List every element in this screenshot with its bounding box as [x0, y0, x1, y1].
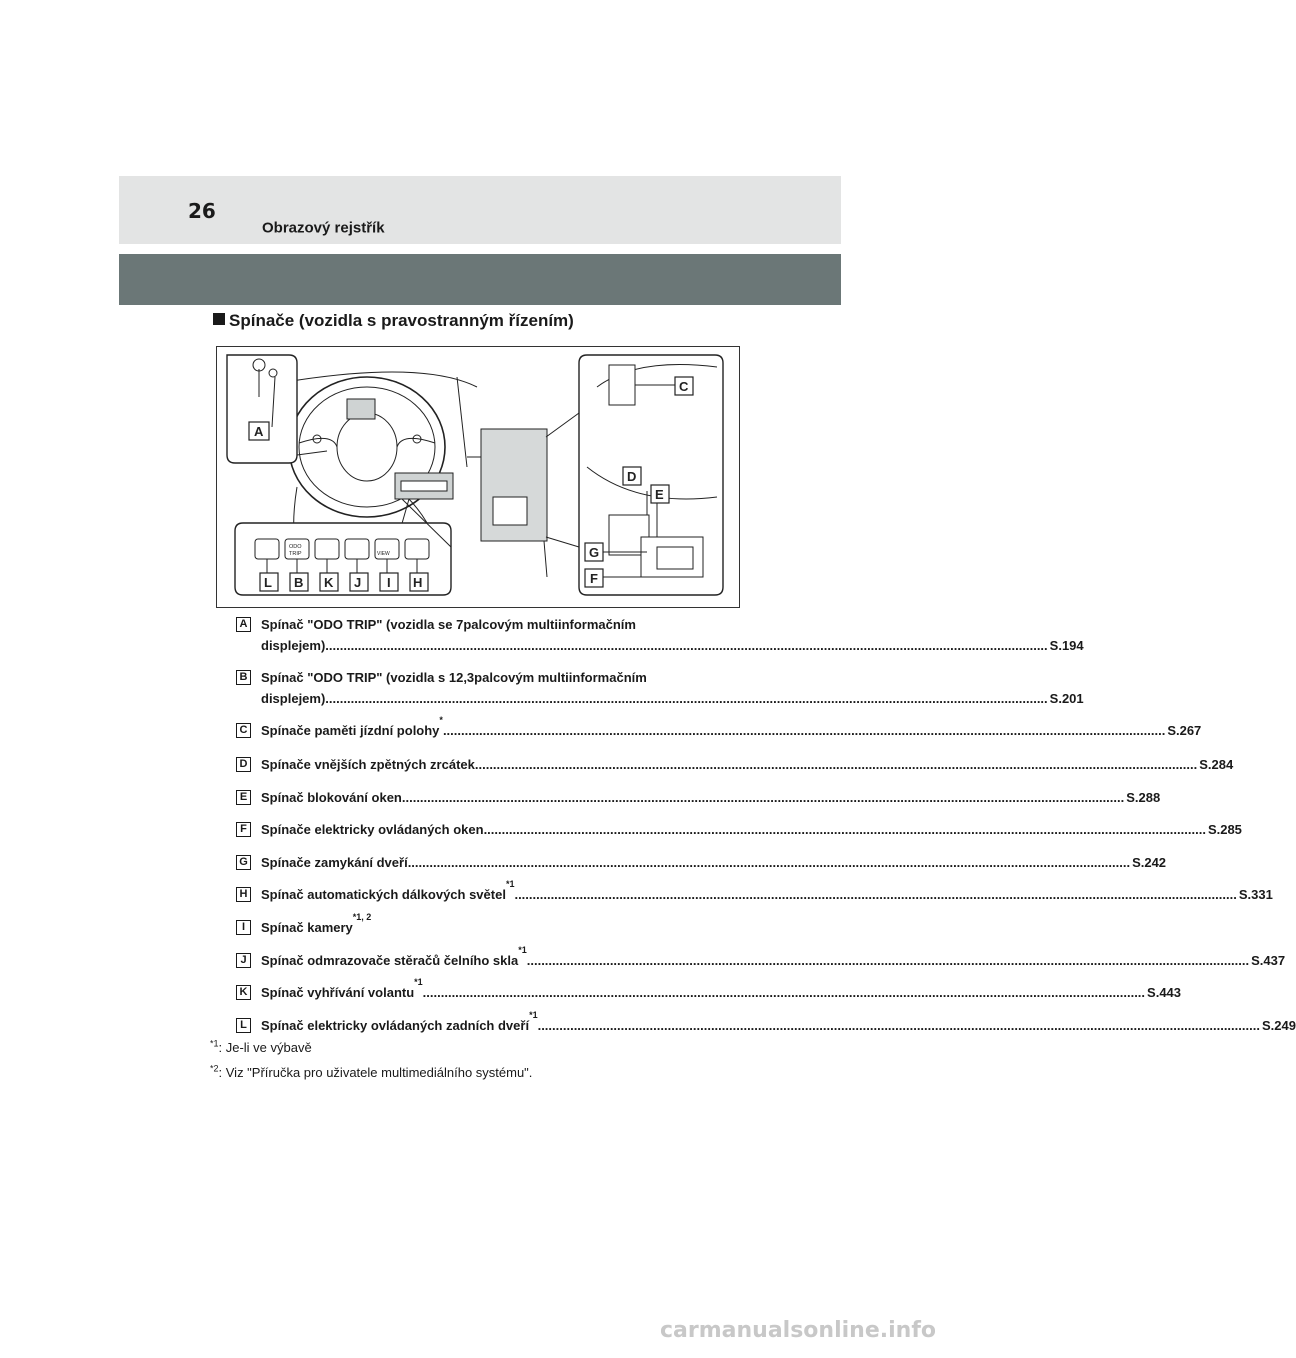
entry-line — [261, 688, 1084, 709]
entry-item — [236, 1010, 1296, 1036]
leader-dots: ........................................................................................................................................................................................................ — [537, 1018, 1260, 1033]
heading-text: Spínače (vozidla s pravostranným řízením) — [229, 311, 574, 330]
entry-letter-badge: C — [236, 723, 251, 738]
footnote-text: : Je-li ve výbavě — [218, 1040, 312, 1055]
entry-line — [261, 945, 1286, 971]
entry-line — [261, 912, 722, 938]
callout-J: J — [354, 575, 362, 590]
callout-G: G — [589, 545, 600, 560]
entry-letter-badge: J — [236, 953, 251, 968]
entry-text: Spínač automatických dálkových světel — [261, 887, 506, 902]
entry-text: Spínač blokování oken — [261, 790, 402, 805]
page-reference[interactable]: S.331 — [1238, 887, 1273, 902]
callout-L: L — [264, 575, 272, 590]
entry-item — [236, 945, 1286, 971]
entry-item — [236, 787, 1161, 808]
entry-text: Spínače vnějších zpětných zrcátek — [261, 757, 475, 772]
callout-I: I — [387, 575, 391, 590]
entry-line — [261, 614, 722, 635]
entry-letter-badge: L — [236, 1018, 251, 1033]
leader-dots: ........................................................................................................................................................................................................ — [514, 887, 1237, 902]
illustration-svg — [217, 347, 739, 607]
entry-text: Spínač vyhřívání volantu — [261, 985, 415, 1000]
odo-label: ODO — [289, 544, 302, 550]
entry-item — [236, 614, 1084, 656]
entry-item — [236, 912, 722, 938]
entry-letter-badge: G — [236, 855, 251, 870]
leader-dots: ........................................................................................................................................................................................................ — [442, 723, 1166, 738]
section-heading — [213, 310, 574, 332]
trip-label: TRIP — [289, 551, 302, 557]
page-reference[interactable]: S.194 — [1049, 638, 1084, 653]
page-reference[interactable]: S.284 — [1199, 757, 1234, 772]
footnote — [210, 1038, 532, 1058]
entry-item — [236, 879, 1273, 905]
entry-footnote-mark: *1 — [518, 945, 527, 955]
entry-footnote-mark: *1 — [414, 977, 423, 987]
entry-footnote-mark: * — [439, 715, 443, 725]
entry-line — [261, 977, 1182, 1003]
callout-D: D — [627, 469, 637, 484]
entry-letter-badge: F — [236, 822, 251, 837]
entry-line — [261, 667, 722, 688]
section-title: Obrazový rejstřík — [262, 219, 385, 237]
entry-item — [236, 852, 1167, 873]
entry-letter-badge: D — [236, 757, 251, 772]
footnote-text: : Viz "Příručka pro uživatele multimediálního systému". — [218, 1065, 533, 1080]
entry-letter-badge: I — [236, 920, 251, 935]
callout-H: H — [413, 575, 423, 590]
watermark: carmanualsonline.info — [660, 1318, 936, 1343]
entry-text: Spínač odmrazovače stěračů čelního skla — [261, 953, 519, 968]
entry-item — [236, 977, 1182, 1003]
callout-F: F — [590, 571, 598, 586]
leader-dots: ........................................................................................................................................................................................................ — [483, 822, 1206, 837]
page-reference[interactable]: S.285 — [1207, 822, 1242, 837]
entry-text: displejem) — [261, 638, 326, 653]
entry-letter-badge: A — [236, 617, 251, 632]
entry-footnote-mark: *1 — [505, 879, 515, 889]
callout-B: B — [294, 575, 304, 590]
entry-footnote-mark: *1, 2 — [352, 912, 372, 922]
entry-line — [261, 635, 1084, 656]
entry-line — [261, 852, 1167, 873]
entry-text: Spínače elektricky ovládaných oken — [261, 822, 484, 837]
leader-dots: ........................................................................................................................................................................................................ — [325, 691, 1048, 706]
footnote-mark: *2 — [210, 1063, 219, 1074]
callout-A: A — [254, 424, 264, 439]
entry-item — [236, 754, 1234, 775]
footnotes — [210, 1038, 532, 1088]
page-reference[interactable]: S.437 — [1251, 953, 1286, 968]
entry-text: Spínač "ODO TRIP" (vozidla se 7palcovým multiinformačním — [261, 617, 636, 632]
entry-text: Spínače zamykání dveří — [261, 855, 408, 870]
header-band — [119, 176, 841, 244]
entry-letter-badge: K — [236, 985, 251, 1000]
page-reference[interactable]: S.443 — [1147, 985, 1182, 1000]
entry-item — [236, 667, 1084, 709]
entry-line — [261, 879, 1273, 905]
heading-square-icon — [213, 313, 225, 325]
page-reference[interactable]: S.288 — [1126, 790, 1161, 805]
entry-line — [261, 715, 1202, 741]
leader-dots: ........................................................................................................................................................................................................ — [474, 757, 1198, 772]
page-reference[interactable]: S.267 — [1167, 723, 1202, 738]
entry-line — [261, 1010, 1296, 1036]
entry-footnote-mark: *1 — [529, 1010, 538, 1020]
callout-K: K — [324, 575, 334, 590]
page-reference[interactable]: S.242 — [1132, 855, 1167, 870]
page-reference[interactable]: S.201 — [1049, 691, 1084, 706]
entry-line — [261, 787, 1161, 808]
entry-text: Spínač elektricky ovládaných zadních dveří — [261, 1018, 530, 1033]
callout-E: E — [655, 487, 664, 502]
page-reference[interactable]: S.249 — [1261, 1018, 1296, 1033]
leader-dots: ........................................................................................................................................................................................................ — [526, 953, 1250, 968]
entry-line — [261, 754, 1234, 775]
leader-dots: ........................................................................................................................................................................................................ — [407, 855, 1131, 870]
leader-dots: ........................................................................................................................................................................................................ — [422, 985, 1146, 1000]
chapter-band — [119, 254, 841, 305]
entry-text: Spínač kamery — [261, 920, 353, 935]
entry-item — [236, 819, 1242, 840]
footnote-mark: *1 — [210, 1038, 219, 1049]
leader-dots: ........................................................................................................................................................................................................ — [325, 638, 1048, 653]
footnote — [210, 1063, 532, 1083]
view-label: VIEW — [377, 551, 390, 557]
entry-text: displejem) — [261, 691, 326, 706]
entry-letter-badge: E — [236, 790, 251, 805]
entry-item — [236, 715, 1202, 741]
callout-C: C — [679, 379, 689, 394]
entry-line — [261, 819, 1242, 840]
page-number: 26 — [188, 199, 216, 223]
entry-text: Spínače paměti jízdní polohy — [261, 723, 440, 738]
switch-illustration — [216, 346, 740, 608]
entry-letter-badge: B — [236, 670, 251, 685]
entry-letter-badge: H — [236, 887, 251, 902]
leader-dots: ........................................................................................................................................................................................................ — [401, 790, 1125, 805]
entry-text: Spínač "ODO TRIP" (vozidla s 12,3palcovým multiinformačním — [261, 670, 647, 685]
